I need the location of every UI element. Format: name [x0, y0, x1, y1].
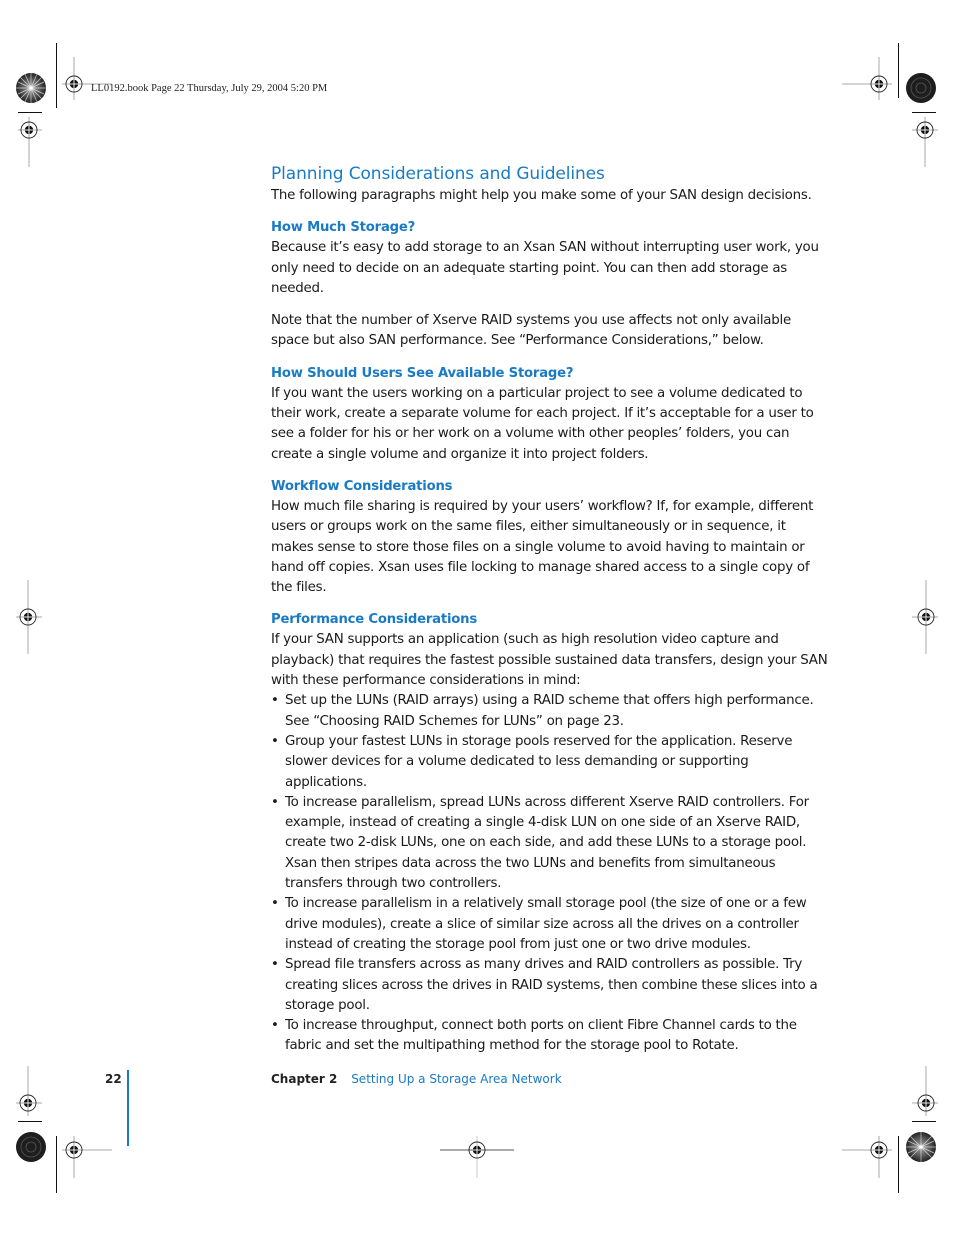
list-item: [271, 1016, 831, 1057]
printer-color-target-icon: [906, 1132, 936, 1162]
bullet-icon: •: [271, 896, 279, 912]
printer-color-target-icon: [906, 73, 936, 103]
list-item-text: To increase parallelism, spread LUNs across different Xserve RAID controllers. For example, instead of creating a single 4-disk LUN on one side of an Xserve RAID, create two 2-disk LUNs, one on each side, and add these LUNs to a storage pool. Xsan then stripes data across the two LUNs and benefits from simultaneous transfers through two controllers.: [285, 794, 809, 892]
list-item: [271, 894, 831, 955]
printer-color-target-icon: [16, 73, 46, 103]
paragraph: If you want the users working on a particular project to see a volume dedicated to their work, create a separate volume for each project. If it’s acceptable for a user to see a folder for his or her work on a volume with other peoples’ folders, you can create a single volume and organize it into project folders.: [271, 385, 814, 462]
paragraph: Note that the number of Xserve RAID systems you use affects not only available space but also SAN performance. See “Performance Considerations,” below.: [271, 313, 791, 349]
subsection-title-performance: Performance Considerations: [271, 612, 477, 628]
paragraph: Because it’s easy to add storage to an Xsan SAN without interrupting user work, you only need to decide on an adequate starting point. You can then add storage as needed.: [271, 240, 819, 296]
list-item: [271, 793, 831, 894]
bullet-icon: •: [271, 1018, 279, 1034]
paragraph: How much file sharing is required by your users’ workflow? If, for example, different users or groups work on the same files, either simultaneously or in sequence, it makes sense to store those files on a single volume to avoid having to maintain or hand off copies. Xsan uses file locking to manage shared access to a single copy of the files.: [271, 498, 814, 596]
subsection-title-how-users-see-storage: How Should Users See Available Storage?: [271, 365, 574, 381]
printer-color-target-icon: [16, 1132, 46, 1162]
list-item: [271, 691, 831, 732]
section-intro: The following paragraphs might help you make some of your SAN design decisions.: [271, 188, 812, 203]
page-number: 22: [105, 1072, 122, 1086]
list-item-text: Spread file transfers across as many drives and RAID controllers as possible. Try creating slices across the drives in RAID systems, then combine these slices into a storage pool.: [285, 957, 818, 1013]
bullet-icon: •: [271, 794, 279, 810]
performance-bullet-list: [271, 691, 831, 1056]
footer-divider: [127, 1070, 129, 1146]
list-item-text: To increase throughput, connect both ports on client Fibre Channel cards to the fabric and set the multipathing method for the storage pool to Rotate.: [285, 1018, 797, 1054]
list-item: [271, 955, 831, 1016]
subsection-title-how-much-storage: How Much Storage?: [271, 220, 416, 236]
list-item-text: To increase parallelism in a relatively small storage pool (the size of one or a few drive modules), create a slice of similar size across all the drives on a controller instead of creating the storage pool from just one or two drive modules.: [285, 896, 807, 952]
chapter-label: Chapter 2: [271, 1072, 338, 1086]
chapter-title: Setting Up a Storage Area Network: [351, 1072, 562, 1086]
page-content: [271, 162, 831, 1057]
paragraph: If your SAN supports an application (such as high resolution video capture and playback) that requires the fastest possible sustained data transfers, design your SAN with these performance considerations in mind:: [271, 632, 828, 689]
bullet-icon: •: [271, 693, 279, 709]
bullet-icon: •: [271, 733, 279, 749]
print-slug: LL0192.book Page 22 Thursday, July 29, 2004 5:20 PM: [91, 83, 328, 94]
list-item-text: Group your fastest LUNs in storage pools reserved for the application. Reserve slower devices for a volume dedicated to less demanding or supporting applications.: [285, 733, 793, 790]
list-item-text: Set up the LUNs (RAID arrays) using a RAID scheme that offers high performance. See “Choosing RAID Schemes for LUNs” on page 23.: [285, 693, 814, 729]
list-item: [271, 732, 831, 793]
bullet-icon: •: [271, 957, 279, 973]
section-title: Planning Considerations and Guidelines: [271, 164, 605, 184]
subsection-title-workflow: Workflow Considerations: [271, 478, 453, 494]
running-footer: [271, 1072, 562, 1086]
